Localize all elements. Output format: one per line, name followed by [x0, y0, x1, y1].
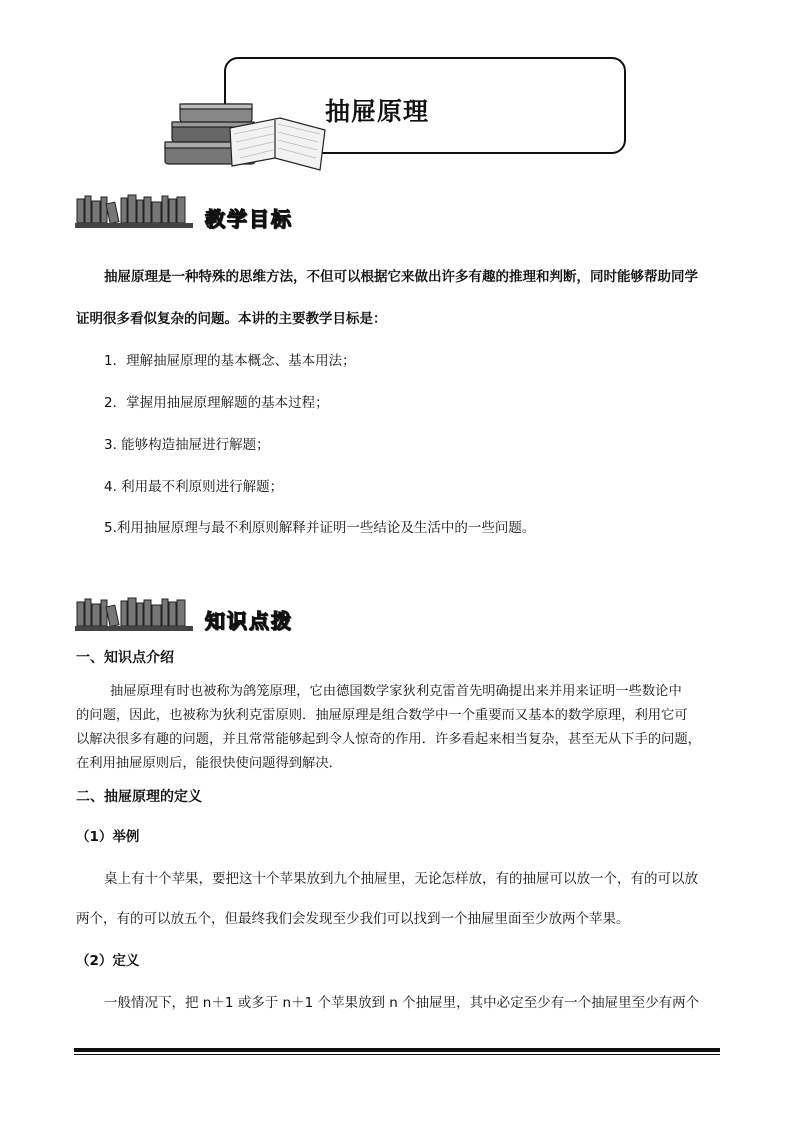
heading-definition: 二、抽屉原理的定义 — [76, 789, 202, 805]
intro-line: 抽屉原理有时也被称为鸽笼原理，它由德国数学家狄利克雷首先明确提出来并用来证明一些数论中 — [110, 684, 682, 699]
goal-item: 4. 利用最不利原则进行解题； — [104, 479, 284, 495]
goal-item: 5.利用抽屉原理与最不利原则解释并证明一些结论及生活中的一些问题。 — [104, 520, 536, 536]
bookshelf-icon — [75, 193, 195, 229]
definition-label: （2）定义 — [76, 953, 140, 969]
intro-line: 以解决很多有趣的问题，并且常常能够起到令人惊奇的作用．许多看起来相当复杂，甚至无从下手的问题， — [76, 732, 701, 747]
goals-intro-line1: 抽屉原理是一种特殊的思维方法，不但可以根据它来做出许多有趣的推理和判断，同时能够帮助同学 — [104, 269, 698, 285]
section-title-knowledge: 知识点拨 — [205, 609, 293, 633]
section-title-goals: 教学目标 — [205, 207, 293, 231]
knowledge-intro-paragraph — [76, 680, 726, 776]
page-title: 抽屉原理 — [325, 97, 430, 126]
bookshelf-icon — [75, 596, 195, 632]
footer-rule — [74, 1048, 720, 1052]
intro-line: 在利用抽屉原则后，能很快使问题得到解决． — [76, 756, 342, 771]
footer-rule-thin — [74, 1054, 720, 1055]
example-line: 两个，有的可以放五个，但最终我们会发现至少我们可以找到一个抽屉里面至少放两个苹果。 — [76, 911, 630, 927]
goals-intro-line2: 证明很多看似复杂的问题。本讲的主要教学目标是： — [76, 311, 387, 327]
example-line: 桌上有十个苹果，要把这十个苹果放到九个抽屉里，无论怎样放，有的抽屉可以放一个，有的可以放 — [104, 871, 698, 887]
books-illustration — [160, 100, 335, 175]
goal-item: 3. 能够构造抽屉进行解题； — [104, 437, 270, 453]
heading-intro: 一、知识点介绍 — [76, 650, 174, 666]
definition-line: 一般情况下，把 n＋1 或多于 n＋1 个苹果放到 n 个抽屉里，其中必定至少有一个抽屉里至少有两个 — [104, 995, 700, 1011]
goal-item: 2．掌握用抽屉原理解题的基本过程； — [104, 395, 329, 411]
intro-line: 的问题，因此，也被称为狄利克雷原则．抽屉原理是组合数学中一个重要而又基本的数学原理，利用它可 — [76, 708, 688, 723]
example-label: （1）举例 — [76, 829, 140, 845]
goal-item: 1．理解抽屉原理的基本概念、基本用法； — [104, 353, 356, 369]
